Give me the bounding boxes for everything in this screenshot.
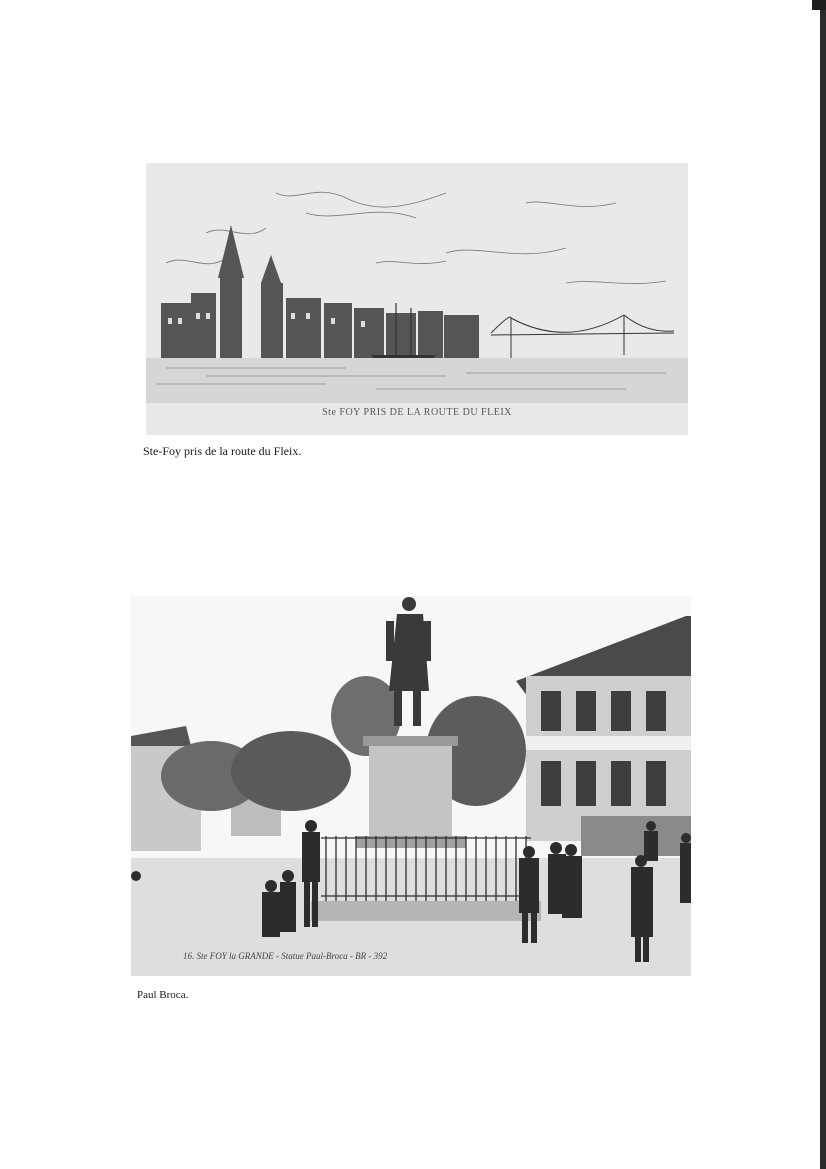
postcard-caption: 16. Ste FOY la GRANDE - Statue Paul-Broca - BR - 392 <box>183 951 388 961</box>
engraving-caption: Ste FOY PRIS DE LA ROUTE DU FLEIX <box>322 407 512 418</box>
figure-caption-town: Ste-Foy pris de la route du Fleix. <box>143 444 302 458</box>
page-edge <box>820 0 826 1169</box>
postcard-statue-photo <box>131 596 691 976</box>
figure-caption-statue: Paul Broca. <box>137 989 189 1001</box>
engraving-town-view <box>146 163 688 435</box>
page-edge-mark <box>812 0 826 10</box>
